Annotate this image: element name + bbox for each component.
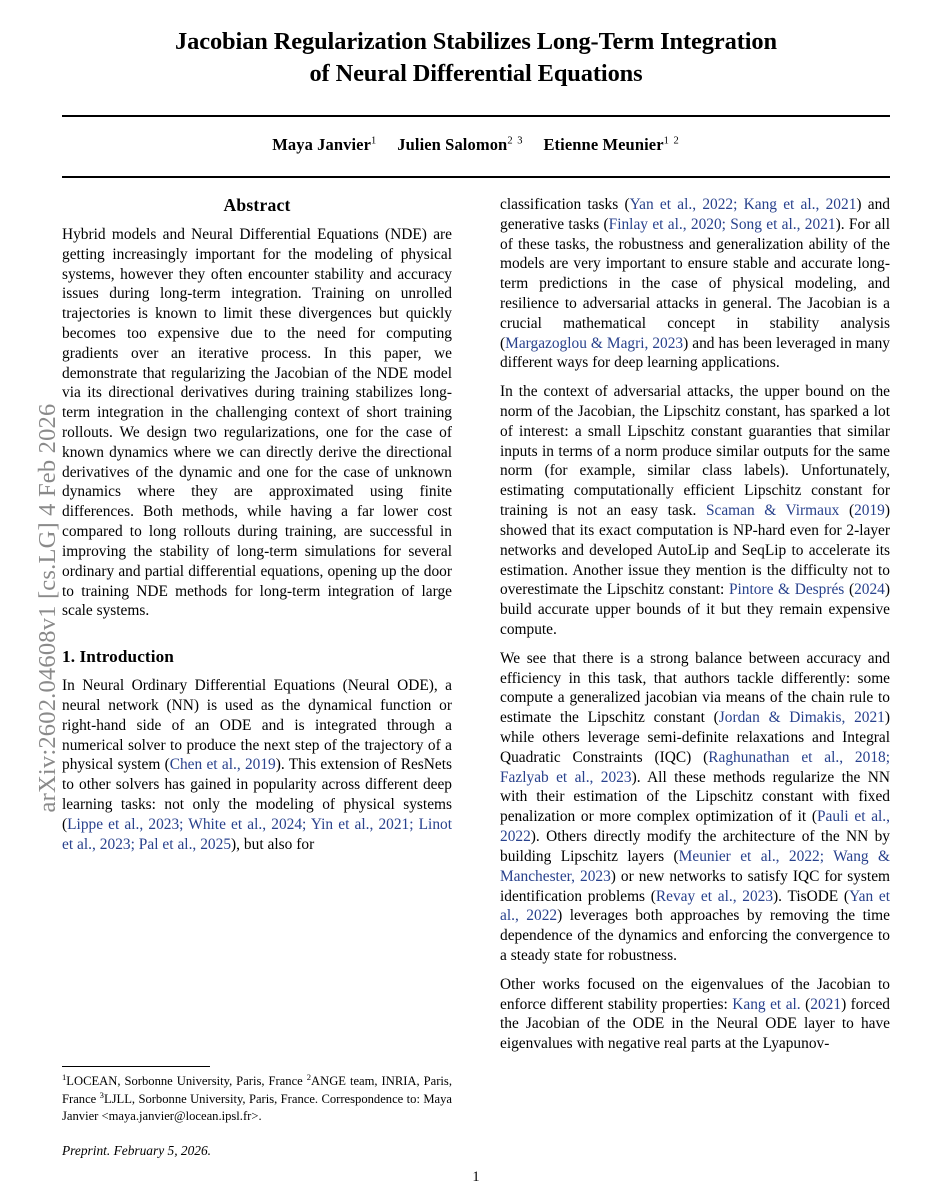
abstract-text: Hybrid models and Neural Differential Equations (NDE) are getting increasingly important for the modeling of physical systems, however they often encounter stability and accuracy issues during long-term integration. Training on unrolled trajectories is known to limit these divergences but quickly becomes too expensive due to the need for computing gradients over an iterative process. In this paper, we demonstrate that regularizing the Jacobian of the NDE model via its directional derivatives during training stabilizes long-term integration in the challenging context of short training rollouts. We design two regularizations, one for the case of known dynamics where we can directly derive the directional derivatives of the dynamic and one for the case of unknown dynamics where they are approximated using finite differences. Both methods, while having a far lower cost compared to long rollouts during training, are successful in improving the stability of long-term simulations for several ordinary and partial differential equations, opening up the door to training NDE methods for long-term integration of large scale systems. [62, 225, 452, 620]
paper-title-line-2: of Neural Differential Equations [309, 60, 643, 88]
right-column [500, 195, 890, 1195]
footnote-marker-3: 3 [99, 1090, 104, 1100]
author-name: Maya Janvier [272, 134, 372, 154]
text-run: ). All these methods regularize the NN with their estimation of the Lipschitz constant with fixed penalization or more complex optimization of it ( [500, 768, 890, 826]
right-paragraph-1 [500, 195, 890, 373]
text-run: LJLL, Sorbonne University, Paris, France. Correspondence to: Maya Janvier <maya.janvier@locean.ipsl.fr>. [62, 1092, 452, 1123]
title-block [62, 0, 890, 178]
text-run: ( [844, 581, 855, 599]
citation-link[interactable]: 2024 [854, 581, 885, 599]
footnote-affiliations [62, 1072, 452, 1123]
citation-link[interactable]: Kang et al. [732, 995, 801, 1013]
text-run: ) while others leverage semi-definite relaxations and Integral Quadratic Constraints (IQC) ( [500, 709, 890, 766]
paper-page [62, 0, 890, 1200]
text-run: ANGE team, INRIA, Paris, France [62, 1074, 452, 1107]
text-run: ). Others directly modify the architecture of the NN by building Lipschitz layers ( [500, 828, 890, 865]
text-run: ) or new networks to satisfy IQC for system identification problems ( [500, 867, 890, 905]
text-run: LOCEAN, Sorbonne University, Paris, France [66, 1074, 307, 1089]
footnote-rule [62, 1066, 210, 1067]
citation-link[interactable]: 2021 [810, 995, 842, 1013]
two-column-body [62, 195, 890, 1195]
citation-link[interactable]: Chen et al., 2019 [169, 756, 276, 774]
author-entry-3 [543, 135, 679, 154]
citation-link[interactable]: Margazoglou & Magri, 2023 [505, 334, 684, 352]
text-run: ( [839, 502, 855, 520]
arxiv-identifier-stamp: arXiv:2602.04608v1 [cs.LG] 4 Feb 2026 [34, 403, 61, 813]
right-paragraph-4 [500, 975, 890, 1054]
title-rule-bottom [62, 176, 890, 178]
footnote-marker-1: 1 [62, 1072, 67, 1083]
text-run: ), but also for [231, 835, 315, 853]
title-rule-top [62, 115, 890, 117]
citation-link[interactable]: Pauli et al., 2022 [500, 808, 890, 846]
text-run: ( [800, 995, 811, 1013]
text-run: In Neural Ordinary Differential Equations (Neural ODE), a neural network (NN) is used as the dynamical function or right-hand side of an ODE and is integrated through a numerical solver to produce the next step of the trajectory of a physical system ( [62, 677, 452, 774]
section-heading-introduction: 1. Introduction [62, 647, 174, 667]
citation-link[interactable]: Finlay et al., 2020; Song et al., 2021 [608, 215, 836, 233]
citation-link[interactable]: Meunier et al., 2022; Wang & Manchester, 2023 [500, 847, 890, 885]
paper-title-line-1: Jacobian Regularization Stabilizes Long-Term Integration [175, 28, 777, 55]
citation-link[interactable]: Yan et al., 2022; Kang et al., 2021 [629, 195, 857, 213]
citation-link[interactable]: Revay et al., 2023 [655, 887, 774, 905]
author-entry-2 [397, 135, 523, 154]
text-run: In the context of adversarial attacks, the upper bound on the norm of the Jacobian, the Lipschitz constant, has sparked a lot of interest: a small Lipschitz constant guaranties that similar inputs in terms of a norm produce similar outputs for the same norm (for example, similar class labels). Unfortunately, estimating computationally efficient Lipschitz constant for training is not an easy task. [500, 383, 890, 520]
text-run: ) forced the Jacobian of the ODE in the Neural ODE layer to have eigenvalues with negative real parts at the Lyapunov- [500, 995, 890, 1053]
author-affiliation-marker: 1 2 [663, 135, 680, 147]
text-run: classification tasks ( [500, 195, 630, 213]
citation-link[interactable]: Lippe et al., 2023; White et al., 2024; Yin et al., 2021; Linot et al., 2023; Pal et al., 2025 [62, 815, 452, 853]
page-number: 1 [472, 1169, 480, 1185]
author-name: Etienne Meunier [543, 134, 664, 154]
text-run: ). This extension of ResNets to other solvers has gained in popularity across different deep learning tasks: not only the modeling of physical systems ( [62, 756, 452, 833]
text-run: ) showed that its exact computation is NP-hard even for 2-layer networks and developed AutoLip and SeqLip to accelerate its estimation. Another issue they mention is the difficulty not to overestimate the Lipschitz constant: [500, 502, 890, 599]
citation-link[interactable]: 2019 [854, 502, 885, 520]
author-list [62, 135, 890, 155]
preprint-notice: Preprint. February 5, 2026. [62, 1142, 212, 1158]
author-name: Julien Salomon [397, 134, 508, 154]
citation-link[interactable]: Pintore & Després [728, 581, 845, 599]
abstract-heading: Abstract [223, 194, 291, 215]
right-paragraph-2 [500, 382, 890, 640]
page-title [96, 26, 856, 91]
text-run: ). For all of these tasks, the robustness and generalization ability of the models are very important to ensure stable and accurate long-term predictions in the case of physical modeling, and resilience to adversarial attacks in general. The Jacobian is a crucial mathematical concept in stability analysis ( [500, 215, 890, 352]
citation-link[interactable]: Raghunathan et al., 2018; Fazlyab et al., 2023 [500, 748, 890, 786]
footnote-block [62, 1066, 452, 1158]
text-run: ) and generative tasks ( [500, 195, 890, 233]
text-run: ). TisODE ( [773, 887, 850, 905]
citation-link[interactable]: Yan et al., 2022 [500, 887, 890, 925]
author-affiliation-marker: 1 [371, 135, 378, 147]
text-run: ) and has been leveraged in many different ways for deep learning applications. [500, 334, 890, 372]
text-run: ) build accurate upper bounds of it but they remain expensive compute. [500, 581, 890, 638]
citation-link[interactable]: Scaman & Virmaux [705, 502, 840, 520]
footnote-marker-2: 2 [306, 1072, 312, 1083]
intro-paragraph-1 [62, 676, 452, 854]
text-run: We see that there is a strong balance between accuracy and efficiency in this task, that authors tackle differently: some compute a generalized jacobian via means of the chain rule to estimate the Lipschitz constant ( [500, 649, 890, 727]
text-run: ) leverages both approaches by removing the time dependence of the dynamics and enforcing the convergence to a steady state for robustness. [500, 907, 890, 964]
text-run: Other works focused on the eigenvalues of the Jacobian to enforce different stability properties: [500, 975, 890, 1013]
author-affiliation-marker: 2 3 [507, 135, 524, 147]
right-paragraph-3 [500, 649, 890, 966]
citation-link[interactable]: Jordan & Dimakis, 2021 [718, 709, 885, 727]
author-entry-1 [272, 135, 377, 154]
left-column [62, 195, 452, 1195]
